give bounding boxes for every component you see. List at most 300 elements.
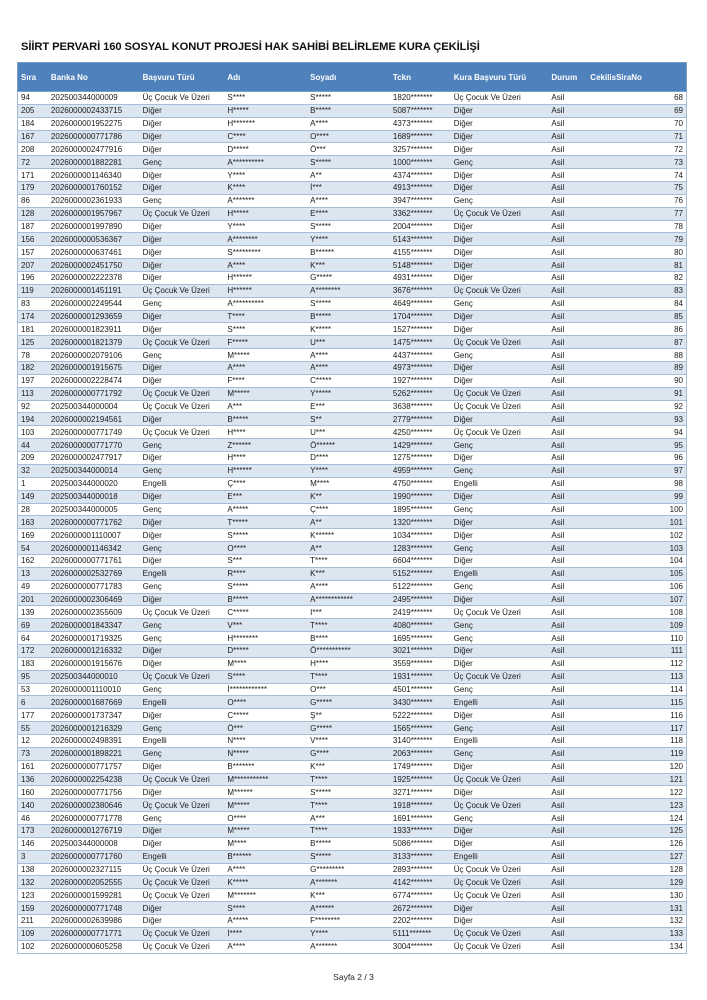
cell-durum: Asil xyxy=(551,582,565,592)
cell-banka-no: 2026000001843347 xyxy=(50,620,123,630)
cell-kura-basvuru-turu: Diğer xyxy=(453,119,473,129)
cell-banka-no: 2026000000771749 xyxy=(50,427,123,437)
cell-tckn: 1895******* xyxy=(392,504,433,514)
cell-basvuru-turu: Engelli xyxy=(142,569,167,579)
table-row xyxy=(17,876,687,889)
cell-soyadi: K*** xyxy=(310,569,325,579)
cell-adi: Z****** xyxy=(227,440,251,450)
cell-kura-basvuru-turu: Engelli xyxy=(453,569,478,579)
cell-sira: 182 xyxy=(21,363,35,373)
cell-sira: 177 xyxy=(21,710,35,720)
cell-banka-no: 202500344000020 xyxy=(50,479,118,489)
cell-cekilis-sira-no: 130 xyxy=(669,890,683,900)
cell-banka-no: 202500344000008 xyxy=(50,839,118,849)
cell-adi: S*** xyxy=(227,556,243,566)
cell-tckn: 5086******* xyxy=(392,839,433,849)
cell-adi: H******** xyxy=(227,633,259,643)
cell-sira: 3 xyxy=(21,852,26,862)
cell-kura-basvuru-turu: Genç xyxy=(453,620,473,630)
cell-soyadi: H**** xyxy=(310,659,329,669)
cell-banka-no: 2026000001146340 xyxy=(50,170,122,180)
cell-tckn: 1275******* xyxy=(392,453,433,463)
cell-basvuru-turu: Genç xyxy=(142,633,162,643)
cell-kura-basvuru-turu: Genç xyxy=(453,157,473,167)
cell-banka-no: 2026000002327115 xyxy=(50,864,122,874)
cell-cekilis-sira-no: 97 xyxy=(674,466,683,476)
cell-basvuru-turu: Üç Çocuk Ve Üzeri xyxy=(142,209,210,219)
cell-banka-no: 2026000000771786 xyxy=(50,132,123,141)
cell-sira: 160 xyxy=(21,787,35,797)
cell-banka-no: 2026000002222378 xyxy=(50,273,123,283)
cell-tckn: 3947******* xyxy=(392,196,433,206)
cell-sira: 209 xyxy=(21,453,35,463)
cell-kura-basvuru-turu: Üç Çocuk Ve Üzeri xyxy=(453,890,521,900)
cell-cekilis-sira-no: 126 xyxy=(669,839,683,849)
cell-soyadi: A******** xyxy=(310,286,341,296)
cell-durum: Asil xyxy=(551,556,565,566)
cell-cekilis-sira-no: 104 xyxy=(669,556,683,566)
cell-sira: 44 xyxy=(21,440,30,450)
cell-soyadi: B***** xyxy=(310,839,332,849)
cell-cekilis-sira-no: 115 xyxy=(670,697,683,707)
table-row xyxy=(17,208,687,221)
cell-cekilis-sira-no: 96 xyxy=(674,453,683,463)
cell-adi: S***** xyxy=(227,530,249,540)
cell-banka-no: 2026000001997890 xyxy=(50,222,123,232)
cell-basvuru-turu: Genç xyxy=(142,749,162,759)
cell-durum: Asil xyxy=(551,157,565,167)
cell-durum: Asil xyxy=(551,106,565,116)
cell-sira: 6 xyxy=(21,697,26,707)
cell-cekilis-sira-no: 119 xyxy=(670,749,683,759)
cell-soyadi: E**** xyxy=(310,209,328,219)
cell-basvuru-turu: Diğer xyxy=(142,492,162,502)
cell-banka-no: 2026000001276719 xyxy=(50,826,123,836)
cell-cekilis-sira-no: 122 xyxy=(669,787,683,797)
table-row xyxy=(17,684,687,697)
cell-soyadi: Ö*** xyxy=(310,144,326,154)
cell-banka-no: 202500344000010 xyxy=(50,672,118,682)
cell-tckn: 4155******* xyxy=(392,247,433,257)
table-row xyxy=(17,92,687,105)
cell-durum: Asil xyxy=(551,389,565,399)
cell-tckn: 4374******* xyxy=(392,170,433,180)
cell-banka-no: 2026000001599281 xyxy=(50,890,123,900)
cell-cekilis-sira-no: 91 xyxy=(674,389,683,399)
cell-sira: 174 xyxy=(21,312,35,322)
cell-adi: O**** xyxy=(227,543,247,553)
cell-tckn: 2495******* xyxy=(392,594,433,604)
cell-durum: Asil xyxy=(551,633,565,643)
cell-soyadi: Y**** xyxy=(310,234,328,244)
cell-durum: Asil xyxy=(551,607,565,617)
cell-durum: Asil xyxy=(551,736,565,746)
cell-sira: 149 xyxy=(21,492,35,502)
cell-basvuru-turu: Genç xyxy=(142,582,162,592)
cell-tckn: 1034******* xyxy=(392,530,433,540)
cell-kura-basvuru-turu: Üç Çocuk Ve Üzeri xyxy=(453,402,521,412)
cell-tckn: 4649******* xyxy=(392,299,433,309)
cell-banka-no: 2026000002433715 xyxy=(50,106,123,116)
cell-basvuru-turu: Üç Çocuk Ve Üzeri xyxy=(142,93,210,103)
cell-durum: Asil xyxy=(551,234,565,244)
cell-banka-no: 2026000001915675 xyxy=(50,363,123,373)
cell-adi: S**** xyxy=(227,903,246,913)
cell-durum: Asil xyxy=(551,517,565,527)
cell-basvuru-turu: Genç xyxy=(142,196,162,206)
cell-adi: N***** xyxy=(227,749,249,759)
cell-basvuru-turu: Genç xyxy=(142,723,162,733)
cell-durum: Asil xyxy=(551,170,565,180)
cell-sira: 54 xyxy=(21,543,30,553)
table-row xyxy=(17,761,687,774)
cell-kura-basvuru-turu: Genç xyxy=(453,749,473,759)
cell-tckn: 3021******* xyxy=(392,646,433,656)
cell-basvuru-turu: Diğer xyxy=(142,517,162,527)
cell-durum: Asil xyxy=(551,183,565,193)
cell-basvuru-turu: Diğer xyxy=(142,170,162,180)
table-row xyxy=(17,388,687,401)
cell-adi: F***** xyxy=(227,337,248,347)
cell-basvuru-turu: Diğer xyxy=(142,106,162,116)
cell-basvuru-turu: Genç xyxy=(142,350,162,360)
cell-basvuru-turu: Genç xyxy=(142,157,162,167)
cell-basvuru-turu: Diğer xyxy=(142,119,162,129)
cell-basvuru-turu: Üç Çocuk Ve Üzeri xyxy=(142,286,210,296)
cell-cekilis-sira-no: 113 xyxy=(670,672,683,682)
cell-kura-basvuru-turu: Üç Çocuk Ve Üzeri xyxy=(453,800,521,810)
cell-adi: Y**** xyxy=(227,170,246,180)
cell-soyadi: T**** xyxy=(310,620,328,630)
cell-durum: Asil xyxy=(551,196,565,206)
cell-banka-no: 2026000001952275 xyxy=(50,119,123,129)
cell-durum: Asil xyxy=(551,787,565,797)
cell-cekilis-sira-no: 75 xyxy=(674,183,683,193)
table-row xyxy=(17,221,687,234)
cell-durum: Asil xyxy=(551,222,565,232)
cell-adi: A********** xyxy=(227,299,264,309)
cell-soyadi: O**** xyxy=(310,132,329,141)
cell-durum: Asil xyxy=(551,569,565,579)
cell-durum: Asil xyxy=(551,414,565,424)
cell-durum: Asil xyxy=(551,440,565,450)
cell-tckn: 1925******* xyxy=(392,774,433,784)
cell-basvuru-turu: Diğer xyxy=(142,762,162,772)
table-row xyxy=(17,748,687,761)
cell-sira: 197 xyxy=(21,376,35,386)
cell-adi: R**** xyxy=(227,569,246,579)
cell-sira: 32 xyxy=(21,466,30,476)
cell-kura-basvuru-turu: Genç xyxy=(453,543,473,553)
table-row xyxy=(17,889,687,902)
cell-tckn: 1565******* xyxy=(392,723,433,733)
cell-durum: Asil xyxy=(551,260,565,270)
cell-kura-basvuru-turu: Diğer xyxy=(453,903,473,913)
cell-tckn: 1704******* xyxy=(392,312,433,322)
cell-banka-no: 2026000001110007 xyxy=(50,530,121,540)
cell-cekilis-sira-no: 74 xyxy=(674,170,683,180)
cell-cekilis-sira-no: 72 xyxy=(674,144,683,154)
table-row xyxy=(17,786,687,799)
cell-banka-no: 2026000002249544 xyxy=(50,299,123,309)
cell-soyadi: Y***** xyxy=(310,389,332,399)
cell-sira: 207 xyxy=(21,260,35,270)
cell-banka-no: 2026000000771762 xyxy=(50,517,123,527)
cell-soyadi: K*** xyxy=(310,890,325,900)
table-row xyxy=(17,272,687,285)
cell-tckn: 2004******* xyxy=(392,222,433,232)
cell-sira: 113 xyxy=(21,389,34,399)
table-row xyxy=(17,722,687,735)
cell-durum: Asil xyxy=(551,659,565,669)
cell-banka-no: 2026000001898221 xyxy=(50,749,123,759)
cell-sira: 179 xyxy=(21,183,35,193)
table-header xyxy=(17,62,687,92)
cell-durum: Asil xyxy=(551,312,565,322)
cell-adi: S********* xyxy=(227,247,261,257)
cell-kura-basvuru-turu: Üç Çocuk Ve Üzeri xyxy=(453,864,521,874)
cell-banka-no: 2026000002532769 xyxy=(50,569,123,579)
cell-cekilis-sira-no: 127 xyxy=(669,852,683,862)
cell-banka-no: 2026000002477916 xyxy=(50,144,123,154)
table-row xyxy=(17,825,687,838)
cell-soyadi: G***** xyxy=(310,697,332,707)
cell-kura-basvuru-turu: Diğer xyxy=(453,710,473,720)
cell-durum: Asil xyxy=(551,466,565,476)
cell-sira: 72 xyxy=(21,157,30,167)
cell-durum: Asil xyxy=(551,273,565,283)
cell-soyadi: T**** xyxy=(310,672,328,682)
cell-adi: S**** xyxy=(227,324,246,334)
table-row xyxy=(17,941,687,954)
cell-banka-no: 2026000000771770 xyxy=(50,440,123,450)
cell-basvuru-turu: Diğer xyxy=(142,144,162,154)
cell-tckn: 4973******* xyxy=(392,363,433,373)
cell-kura-basvuru-turu: Diğer xyxy=(453,492,473,502)
cell-kura-basvuru-turu: Diğer xyxy=(453,170,473,180)
cell-adi: H****** xyxy=(227,466,252,476)
column-header-adi: Adı xyxy=(227,72,241,82)
table-row xyxy=(17,143,687,156)
table-row xyxy=(17,632,687,645)
table-row xyxy=(17,195,687,208)
cell-kura-basvuru-turu: Diğer xyxy=(453,839,473,849)
cell-durum: Asil xyxy=(551,543,565,553)
cell-soyadi: I*** xyxy=(310,607,322,617)
cell-tckn: 5111******* xyxy=(392,929,432,939)
cell-kura-basvuru-turu: Üç Çocuk Ve Üzeri xyxy=(453,209,521,219)
cell-basvuru-turu: Üç Çocuk Ve Üzeri xyxy=(142,402,210,412)
table-row xyxy=(17,838,687,851)
cell-kura-basvuru-turu: Diğer xyxy=(453,762,473,772)
cell-basvuru-turu: Üç Çocuk Ve Üzeri xyxy=(142,672,210,682)
cell-kura-basvuru-turu: Genç xyxy=(453,466,473,476)
cell-sira: 86 xyxy=(21,196,30,206)
cell-banka-no: 2026000002079106 xyxy=(50,350,123,360)
cell-basvuru-turu: Diğer xyxy=(142,787,162,797)
cell-tckn: 2672******* xyxy=(392,903,433,913)
cell-kura-basvuru-turu: Genç xyxy=(453,813,473,823)
cell-soyadi: K***** xyxy=(310,324,332,334)
cell-adi: S**** xyxy=(227,672,246,682)
cell-soyadi: A******* xyxy=(310,877,338,887)
cell-banka-no: 2026000001957967 xyxy=(50,209,123,219)
cell-sira: 95 xyxy=(21,672,30,682)
cell-banka-no: 2026000000771760 xyxy=(50,852,123,862)
cell-cekilis-sira-no: 93 xyxy=(674,414,683,424)
cell-soyadi: S***** xyxy=(310,852,332,862)
cell-banka-no: 2026000000771761 xyxy=(50,556,123,566)
cell-cekilis-sira-no: 92 xyxy=(674,402,683,412)
cell-banka-no: 2026000002052555 xyxy=(50,877,123,887)
cell-kura-basvuru-turu: Üç Çocuk Ve Üzeri xyxy=(453,672,521,682)
cell-kura-basvuru-turu: Diğer xyxy=(453,594,473,604)
cell-tckn: 5222******* xyxy=(392,710,433,720)
cell-tckn: 5087******* xyxy=(392,106,433,116)
table-row xyxy=(17,426,687,439)
cell-cekilis-sira-no: 94 xyxy=(674,427,683,437)
cell-banka-no: 2026000001719325 xyxy=(50,633,123,643)
cell-basvuru-turu: Engelli xyxy=(142,736,167,746)
cell-cekilis-sira-no: 68 xyxy=(674,93,683,103)
cell-basvuru-turu: Üç Çocuk Ve Üzeri xyxy=(142,607,210,617)
cell-tckn: 4959******* xyxy=(392,466,433,476)
cell-kura-basvuru-turu: Diğer xyxy=(453,530,473,540)
cell-sira: 159 xyxy=(21,903,35,913)
cell-cekilis-sira-no: 76 xyxy=(674,196,683,206)
cell-kura-basvuru-turu: Engelli xyxy=(453,852,478,862)
cell-tckn: 4373******* xyxy=(392,119,433,129)
cell-kura-basvuru-turu: Genç xyxy=(453,504,473,514)
cell-basvuru-turu: Diğer xyxy=(142,826,162,836)
cell-kura-basvuru-turu: Diğer xyxy=(453,517,473,527)
cell-durum: Asil xyxy=(551,492,565,502)
cell-banka-no: 2026000001737347 xyxy=(50,710,123,720)
cell-sira: 49 xyxy=(21,582,30,592)
cell-adi: H**** xyxy=(227,453,246,463)
cell-adi: M******* xyxy=(227,890,256,900)
cell-soyadi: A******* xyxy=(310,942,338,952)
cell-kura-basvuru-turu: Engelli xyxy=(453,479,478,489)
cell-banka-no: 2026000000771771 xyxy=(50,929,123,939)
table-row xyxy=(17,851,687,864)
cell-sira: 28 xyxy=(21,504,30,514)
cell-basvuru-turu: Diğer xyxy=(142,903,162,913)
cell-sira: 123 xyxy=(21,890,35,900)
cell-banka-no: 2026000002361933 xyxy=(50,196,123,206)
cell-adi: C***** xyxy=(227,607,249,617)
cell-cekilis-sira-no: 71 xyxy=(674,132,683,141)
cell-soyadi: K** xyxy=(310,492,322,502)
cell-cekilis-sira-no: 69 xyxy=(674,106,683,116)
cell-cekilis-sira-no: 98 xyxy=(674,479,683,489)
cell-adi: M***** xyxy=(227,826,250,836)
cell-soyadi: B****** xyxy=(310,247,335,257)
cell-kura-basvuru-turu: Engelli xyxy=(453,697,478,707)
cell-soyadi: Ş** xyxy=(310,710,322,720)
cell-banka-no: 2026000001451191 xyxy=(50,286,122,296)
table-body xyxy=(17,92,687,954)
cell-sira: 69 xyxy=(21,620,30,630)
cell-banka-no: 2026000002254238 xyxy=(50,774,123,784)
cell-durum: Asil xyxy=(551,672,565,682)
cell-soyadi: A************ xyxy=(310,594,353,604)
cell-basvuru-turu: Diğer xyxy=(142,556,162,566)
cell-banka-no: 2026000001882281 xyxy=(50,157,123,167)
cell-kura-basvuru-turu: Diğer xyxy=(453,414,473,424)
table-row xyxy=(17,864,687,877)
cell-kura-basvuru-turu: Diğer xyxy=(453,453,473,463)
table-row xyxy=(17,516,687,529)
cell-soyadi: A**** xyxy=(310,582,328,592)
cell-adi: V*** xyxy=(227,620,243,630)
cell-cekilis-sira-no: 79 xyxy=(674,234,683,244)
cell-durum: Asil xyxy=(551,247,565,257)
cell-durum: Asil xyxy=(551,453,565,463)
cell-sira: 132 xyxy=(21,877,35,887)
column-header-kura-basvuru-turu: Kura Başvuru Türü xyxy=(453,72,527,82)
cell-tckn: 5143******* xyxy=(392,234,433,244)
cell-cekilis-sira-no: 81 xyxy=(674,260,683,270)
cell-adi: F**** xyxy=(227,376,245,386)
cell-tckn: 6604******* xyxy=(392,556,433,566)
cell-adi: A******* xyxy=(227,196,255,206)
cell-cekilis-sira-no: 101 xyxy=(669,517,683,527)
cell-sira: 208 xyxy=(21,144,35,154)
cell-kura-basvuru-turu: Üç Çocuk Ve Üzeri xyxy=(453,286,521,296)
table-row xyxy=(17,465,687,478)
cell-soyadi: B***** xyxy=(310,312,332,322)
column-header-soyadi: Soyadı xyxy=(310,72,337,82)
cell-cekilis-sira-no: 108 xyxy=(669,607,683,617)
cell-cekilis-sira-no: 107 xyxy=(669,594,683,604)
cell-sira: 184 xyxy=(21,119,35,129)
cell-basvuru-turu: Diğer xyxy=(142,916,162,926)
cell-adi: M*********** xyxy=(227,774,269,784)
cell-adi: T**** xyxy=(227,312,245,322)
cell-adi: M***** xyxy=(227,389,250,399)
cell-sira: 211 xyxy=(21,916,34,926)
cell-adi: K***** xyxy=(227,877,249,887)
cell-sira: 102 xyxy=(21,942,35,952)
cell-basvuru-turu: Diğer xyxy=(142,530,162,540)
cell-adi: N**** xyxy=(227,736,246,746)
cell-sira: 53 xyxy=(21,684,30,694)
cell-tckn: 3004******* xyxy=(392,942,433,952)
cell-soyadi: Ö*********** xyxy=(310,646,351,656)
table-row xyxy=(17,131,687,144)
page-number: Sayfa 2 / 3 xyxy=(333,972,374,982)
cell-cekilis-sira-no: 121 xyxy=(669,774,683,784)
cell-basvuru-turu: Diğer xyxy=(142,324,162,334)
cell-tckn: 4750******* xyxy=(392,479,433,489)
cell-tckn: 1475******* xyxy=(392,337,433,347)
cell-banka-no: 2026000001110010 xyxy=(50,684,121,694)
cell-basvuru-turu: Diğer xyxy=(142,234,162,244)
cell-sira: 138 xyxy=(21,864,35,874)
cell-sira: 140 xyxy=(21,800,35,810)
cell-kura-basvuru-turu: Üç Çocuk Ve Üzeri xyxy=(453,93,521,103)
cell-tckn: 1990******* xyxy=(392,492,433,502)
cell-kura-basvuru-turu: Diğer xyxy=(453,659,473,669)
table-row xyxy=(17,375,687,388)
cell-adi: T***** xyxy=(227,517,248,527)
cell-sira: 78 xyxy=(21,350,30,360)
cell-tckn: 3140******* xyxy=(392,736,433,746)
table-row xyxy=(17,555,687,568)
cell-basvuru-turu: Diğer xyxy=(142,453,162,463)
cell-basvuru-turu: Diğer xyxy=(142,839,162,849)
